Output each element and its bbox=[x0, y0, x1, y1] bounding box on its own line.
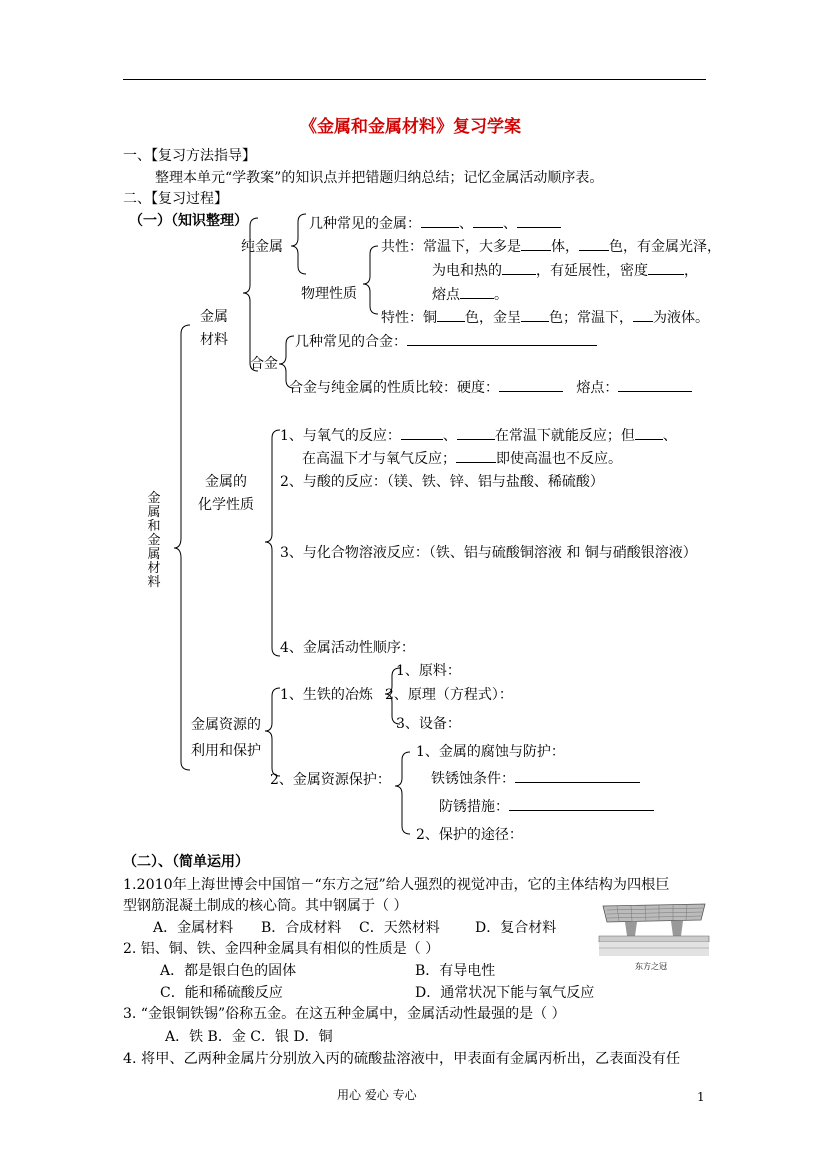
resource-protection: 2、金属资源保护： bbox=[270, 772, 391, 788]
oxygen-line1: 1、与氧气的反应： 、 在常温下就能反应；但 、 bbox=[280, 428, 677, 444]
q1-option-c: C．天然材料 bbox=[359, 920, 440, 936]
node-physical: 物理性质 bbox=[301, 286, 357, 302]
q2-option-a: A．都是银白色的固体 bbox=[160, 963, 297, 979]
common-prop-line2: 为电和热的 ，有延展性，密度 ， bbox=[432, 263, 698, 279]
principle: 2、原理（方程式）： bbox=[385, 687, 513, 703]
common-metals: 几种常见的金属： 、 、 bbox=[309, 215, 561, 233]
node-materials-2: 材料 bbox=[200, 332, 228, 348]
node-pure-metal: 纯金属 bbox=[241, 239, 283, 255]
q2-option-d: D．通常状况下能与氧气反应 bbox=[415, 985, 595, 1001]
section1-heading: 一、【复习方法指导】 bbox=[123, 148, 256, 164]
root-label: 金属和金属材料 bbox=[147, 491, 161, 590]
corrosion: 1、金属的腐蚀与防护： bbox=[416, 744, 565, 760]
rust-conditions: 铁锈蚀条件： bbox=[431, 770, 640, 788]
oriental-crown-image bbox=[597, 896, 711, 978]
q1-line1: 1.2010年上海世博会中国馆－“东方之冠”给人强烈的视觉冲击，它的主体结构为四根巨 bbox=[123, 877, 670, 893]
activity-order: 4、金属活动性顺序： bbox=[280, 640, 415, 656]
section1-body: 整理本单元“学教案”的知识点并把错题归纳总结；记忆金属活动顺序表。 bbox=[155, 170, 604, 186]
q3: 3. “金银铜铁锡”俗称五金。在这五种金属中，金属活动性最强的是（ ） bbox=[123, 1006, 566, 1022]
solution-reaction: 3、与化合物溶液反应：（铁、铝与硫酸铜溶液 和 铜与硝酸银溶液） bbox=[280, 545, 697, 561]
oxygen-line2: 在高温下才与氧气反应； 即使高温也不反应。 bbox=[302, 451, 622, 467]
q1-option-a: A．金属材料 bbox=[153, 920, 234, 936]
page-number: 1 bbox=[697, 1090, 705, 1104]
q2-option-c: C．能和稀硫酸反应 bbox=[160, 985, 283, 1001]
protection-ways: 2、保护的途径： bbox=[416, 827, 523, 843]
node-resources-1: 金属资源的 bbox=[191, 717, 261, 733]
node-resources-2: 利用和保护 bbox=[191, 743, 261, 759]
image-caption: 东方之冠 bbox=[635, 962, 667, 971]
common-prop-line3: 熔点 。 bbox=[432, 287, 508, 303]
q1-option-d: D．复合材料 bbox=[475, 920, 557, 936]
alloy-compare: 合金与纯金属的性质比较：硬度： 熔点： bbox=[289, 379, 692, 397]
q2-option-b: B．有导电性 bbox=[415, 963, 496, 979]
node-materials: 金属 bbox=[200, 309, 228, 325]
q1-line2: 型钢筋混凝土制成的核心筒。其中钢属于（ ） bbox=[123, 898, 408, 914]
q3-options: A．铁 B．金 C．银 D．铜 bbox=[165, 1029, 333, 1045]
equipment: 3、设备： bbox=[396, 716, 461, 732]
special-prop: 特性：铜 色，金呈 色；常温下， 为液体。 bbox=[381, 310, 709, 326]
common-prop-line1: 共性：常温下，大多是 体， 色，有金属光泽， bbox=[381, 239, 721, 255]
section2-heading: 二、【复习过程】 bbox=[123, 191, 228, 207]
part2-heading: （二）、（简单运用） bbox=[123, 854, 249, 870]
node-chem-1: 金属的 bbox=[205, 474, 247, 490]
footer-motto: 用心 爱心 专心 bbox=[337, 1088, 417, 1102]
node-alloy: 合金 bbox=[250, 356, 278, 372]
q4: 4. 将甲、乙两种金属片分别放入丙的硫酸盐溶液中，甲表面有金属丙析出，乙表面没有任 bbox=[123, 1051, 681, 1067]
common-alloys: 几种常见的合金： bbox=[295, 333, 597, 351]
rust-prevention: 防锈措施： bbox=[439, 798, 654, 816]
raw-materials: 1、原料： bbox=[396, 663, 461, 679]
part1-heading: （一）（知识整理） bbox=[129, 213, 248, 229]
page-title: 《金属和金属材料》复习学案 bbox=[300, 117, 521, 137]
q1-option-b: B．合成材料 bbox=[261, 920, 342, 936]
q2: 2. 铝、铜、铁、金四种金属具有相似的性质是（ ） bbox=[123, 941, 440, 957]
iron-smelting: 1、生铁的冶炼 bbox=[280, 687, 373, 703]
node-chem-2: 化学性质 bbox=[198, 497, 254, 513]
acid-reaction: 2、与酸的反应：（镁、铁、锌、铝与盐酸、稀硫酸） bbox=[280, 474, 604, 490]
